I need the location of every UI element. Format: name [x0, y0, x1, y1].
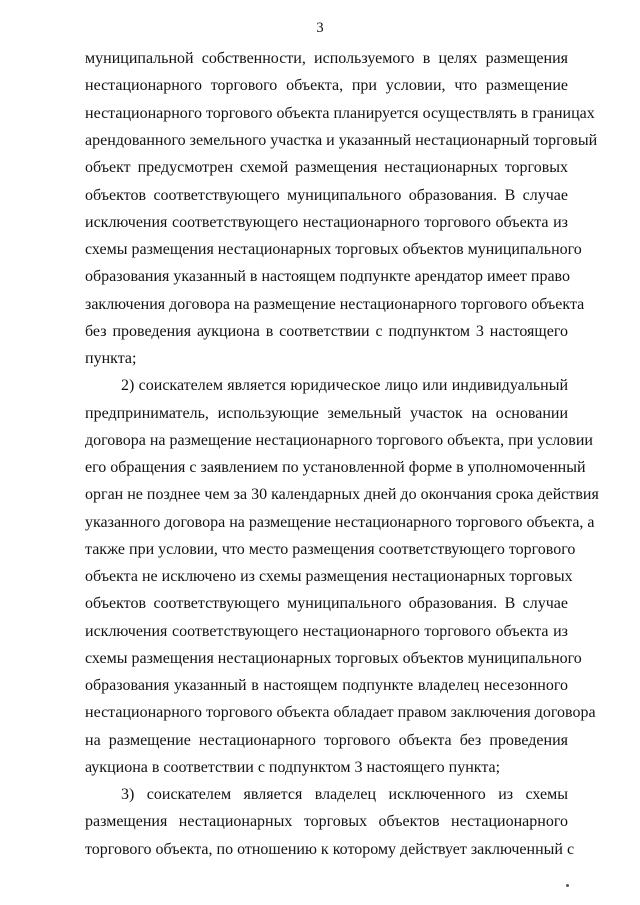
text-line: предприниматель, использующие земельный участок на основании [85, 405, 568, 422]
text-line: нестационарного торгового объекта планируется осуществлять в границах [85, 105, 595, 122]
text-line: 2) соискателем является юридическое лицо или индивидуальный [121, 377, 568, 394]
text-line: нестационарного торгового объекта обладает правом заключения договора [85, 704, 596, 721]
text-line: схемы размещения нестационарных торговых объектов муниципального [85, 241, 582, 258]
text-line: орган не позднее чем за 30 календарных дней до окончания срока действия [85, 486, 599, 503]
text-line: пункта; [85, 350, 137, 367]
text-line: размещения нестационарных торговых объектов нестационарного [85, 813, 568, 830]
text-line: нестационарного торгового объекта, при условии, что размещение [85, 77, 568, 94]
text-line: указанного договора на размещение нестационарного торгового объекта, а [85, 514, 595, 531]
text-line: на размещение нестационарного торгового объекта без проведения [85, 732, 568, 749]
text-line: исключения соответствующего нестационарного торгового объекта из [85, 623, 568, 640]
text-line: исключения соответствующего нестационарного торгового объекта из [85, 214, 568, 231]
text-line: аукциона в соответствии с подпунктом 3 настоящего пункта; [85, 759, 501, 776]
text-line: торгового объекта, по отношению к которому действует заключенный с [85, 841, 575, 858]
text-line: договора на размещение нестационарного торгового объекта, при условии [85, 432, 593, 449]
text-line: его обращения с заявлением по установленной форме в уполномоченный [85, 459, 586, 476]
page-number: 3 [316, 20, 324, 36]
text-line: также при условии, что место размещения соответствующего торгового [85, 541, 576, 558]
text-line: объектов соответствующего муниципального образования. В случае [85, 595, 568, 612]
text-line: 3) соискателем является владелец исключенного из схемы [121, 786, 568, 803]
text-line: объекта не исключено из схемы размещения нестационарных торговых [85, 568, 573, 585]
text-line: объектов соответствующего муниципального образования. В случае [85, 187, 568, 204]
scan-dot [566, 884, 569, 887]
text-line: арендованного земельного участка и указанный нестационарный торговый [85, 132, 598, 149]
text-line: без проведения аукциона в соответствии с подпунктом 3 настоящего [85, 323, 568, 340]
text-line: образования указанный в настоящем подпункте владелец несезонного [85, 677, 568, 694]
text-line: объект предусмотрен схемой размещения нестационарных торговых [85, 159, 568, 176]
text-line: муниципальной собственности, используемого в целях размещения [85, 50, 568, 67]
text-line: образования указанный в настоящем подпункте арендатор имеет право [85, 268, 570, 285]
text-line: заключения договора на размещение нестационарного торгового объекта [85, 296, 585, 313]
text-line: схемы размещения нестационарных торговых объектов муниципального [85, 650, 582, 667]
